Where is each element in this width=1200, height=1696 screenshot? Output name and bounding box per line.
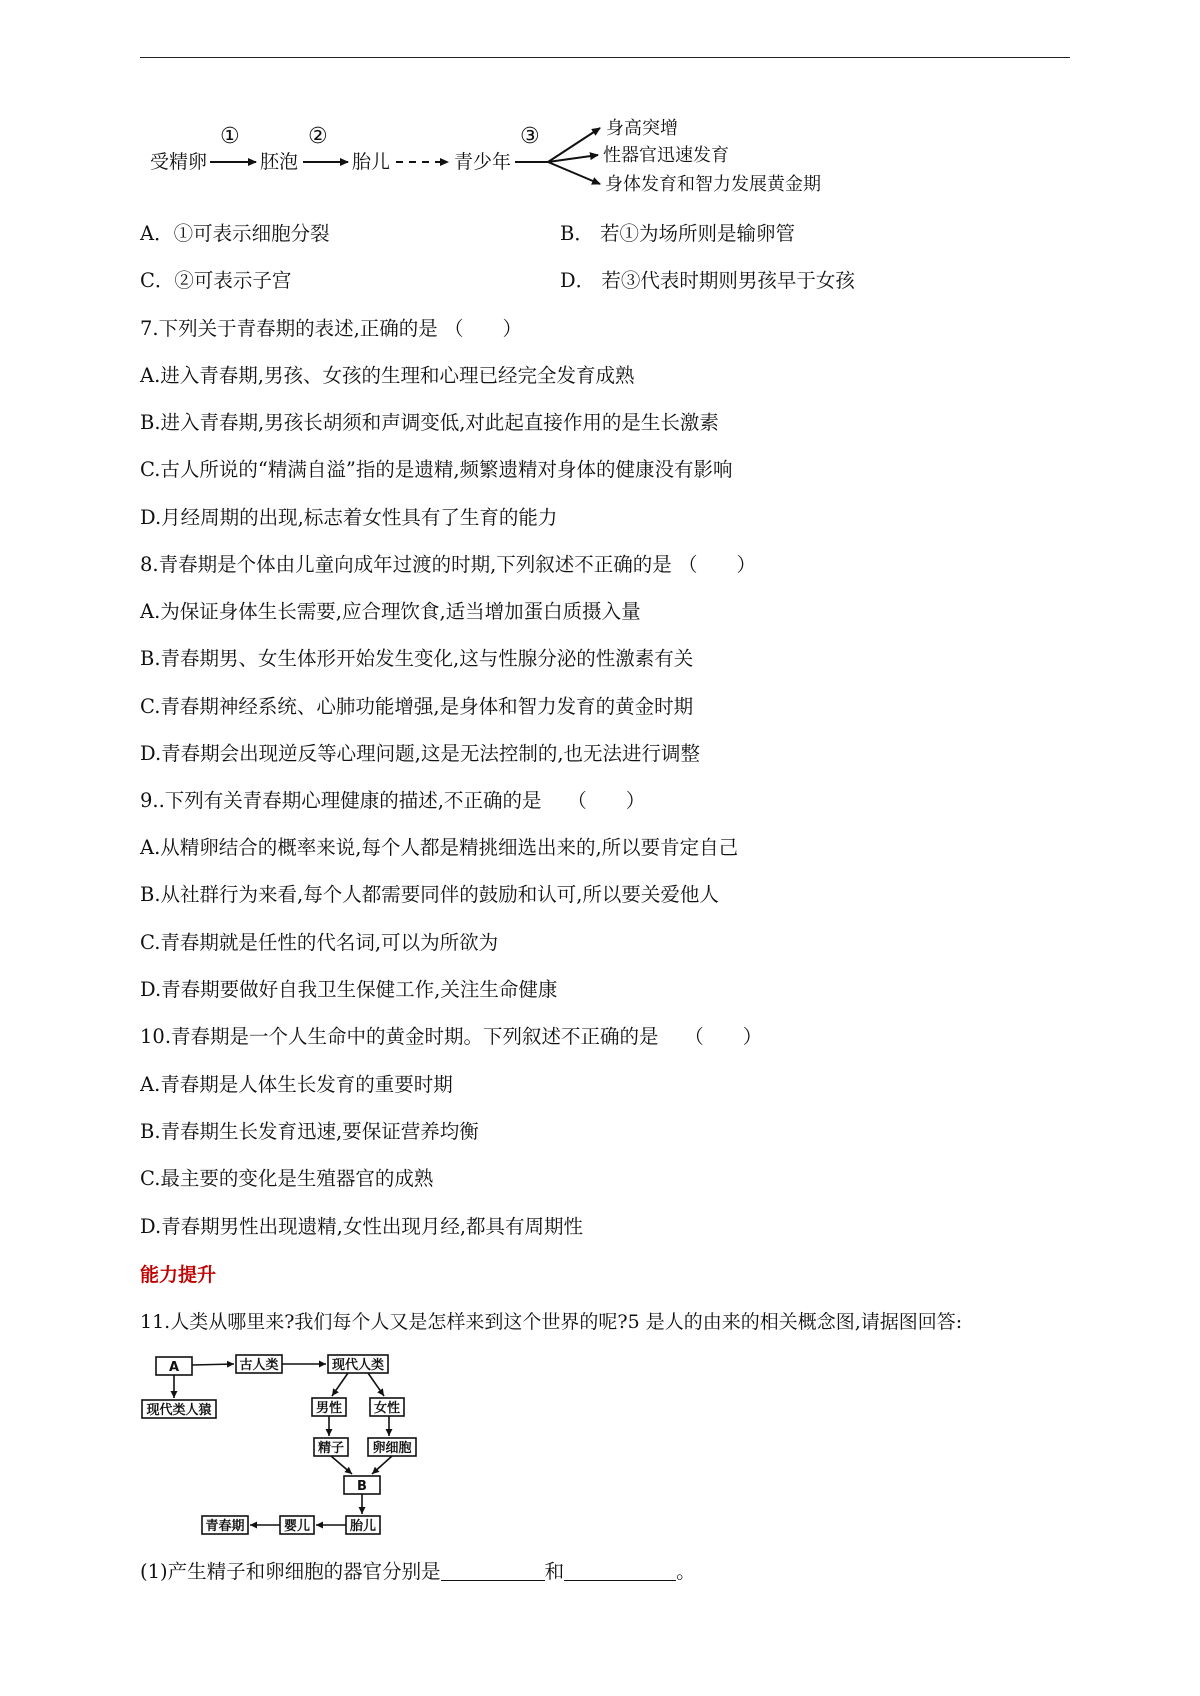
node-modern-ape: 现代类人猿	[146, 1403, 212, 1418]
question-option: C.最主要的变化是生殖器官的成熟	[140, 1167, 434, 1190]
q6-option-d: D． 若③代表时期则男孩早于女孩	[560, 269, 855, 292]
question-option: D.青春期男性出现遗精,女性出现月经,都具有周期性	[140, 1215, 584, 1238]
flow-outcome-organs: 性器官迅速发育	[603, 145, 729, 166]
flow-embryo: 胚泡	[260, 151, 299, 173]
question-stem: 7.下列关于青春期的表述,正确的是 （ ）	[140, 317, 523, 340]
question-option: D.青春期会出现逆反等心理问题,这是无法控制的,也无法进行调整	[140, 742, 701, 765]
flow-outcome-golden: 身体发育和智力发展黄金期	[605, 174, 821, 195]
question-option: A.为保证身体生长需要,应合理饮食,适当增加蛋白质摄入量	[140, 600, 641, 623]
node-fetus: 胎儿	[349, 1519, 377, 1534]
question-option: A.青春期是人体生长发育的重要时期	[140, 1073, 453, 1096]
node-modern-human: 现代人类	[331, 1358, 385, 1373]
q6-option-a: A．①可表示细胞分裂	[140, 222, 330, 245]
question-option: A.从精卵结合的概率来说,每个人都是精挑细选出来的,所以要肯定自己	[140, 836, 739, 859]
q11-sub1	[140, 1558, 696, 1586]
question-stem: 10.青春期是一个人生命中的黄金时期。下列叙述不正确的是 （ ）	[140, 1025, 763, 1048]
q11-stem: 11.人类从哪里来?我们每个人又是怎样来到这个世界的呢?5 是人的由来的相关概念图,请据图回答:	[140, 1311, 963, 1333]
flow-marker-3: ③	[520, 124, 540, 149]
q11-sub1-prefix: (1)产生精子和卵细胞的器官分别是	[140, 1560, 441, 1583]
section-title: 能力提升	[140, 1264, 217, 1286]
node-female: 女性	[373, 1401, 401, 1416]
question-option: B.青春期男、女生体形开始发生变化,这与性腺分泌的性激素有关	[140, 647, 694, 670]
question-option: D.月经周期的出现,标志着女性具有了生育的能力	[140, 506, 558, 529]
node-puberty: 青春期	[205, 1519, 245, 1534]
flow-outcome-height: 身高突增	[606, 118, 678, 139]
question-option: A.进入青春期,男孩、女孩的生理和心理已经完全发育成熟	[140, 364, 635, 387]
header-rule	[140, 57, 1070, 58]
flow-marker-2: ②	[308, 124, 328, 149]
node-infant: 婴儿	[283, 1519, 311, 1534]
flow-egg: 受精卵	[150, 151, 208, 173]
node-b: B	[357, 1479, 367, 1494]
human-origin-concept-map	[140, 1352, 460, 1542]
flow-fetus: 胎儿	[352, 151, 391, 173]
question-stem: 8.青春期是个体由儿童向成年过渡的时期,下列叙述不正确的是 （ ）	[140, 553, 757, 576]
question-stem: 9..下列有关青春期心理健康的描述,不正确的是 （ ）	[140, 789, 646, 812]
question-option: D.青春期要做好自我卫生保健工作,关注生命健康	[140, 978, 558, 1001]
question-option: C.古人所说的“精满自溢”指的是遗精,频繁遗精对身体的健康没有影响	[140, 458, 733, 481]
q6-option-b: B． 若①为场所则是输卵管	[560, 222, 796, 245]
question-option: B.从社群行为来看,每个人都需要同伴的鼓励和认可,所以要关爱他人	[140, 883, 719, 906]
q6-option-c: C．②可表示子宫	[140, 269, 292, 292]
question-option: B.青春期生长发育迅速,要保证营养均衡	[140, 1120, 479, 1143]
development-flow-diagram	[148, 118, 848, 218]
question-option: C.青春期就是任性的代名词,可以为所欲为	[140, 931, 499, 954]
question-option: B.进入青春期,男孩长胡须和声调变低,对此起直接作用的是生长激素	[140, 411, 719, 434]
node-sperm: 精子	[317, 1441, 345, 1456]
answer-blank-2[interactable]	[564, 1560, 676, 1581]
answer-blank-1[interactable]	[441, 1560, 545, 1581]
q11-sub1-and: 和	[544, 1560, 565, 1583]
node-male: 男性	[315, 1401, 343, 1416]
node-ancient-human: 古人类	[239, 1358, 279, 1373]
node-a: A	[168, 1360, 180, 1375]
node-egg-cell: 卵细胞	[372, 1441, 412, 1456]
question-option: C.青春期神经系统、心肺功能增强,是身体和智力发育的黄金时期	[140, 695, 694, 718]
flow-teen: 青少年	[454, 151, 512, 173]
flow-marker-1: ①	[220, 124, 240, 149]
q11-sub1-end: 。	[676, 1560, 696, 1583]
